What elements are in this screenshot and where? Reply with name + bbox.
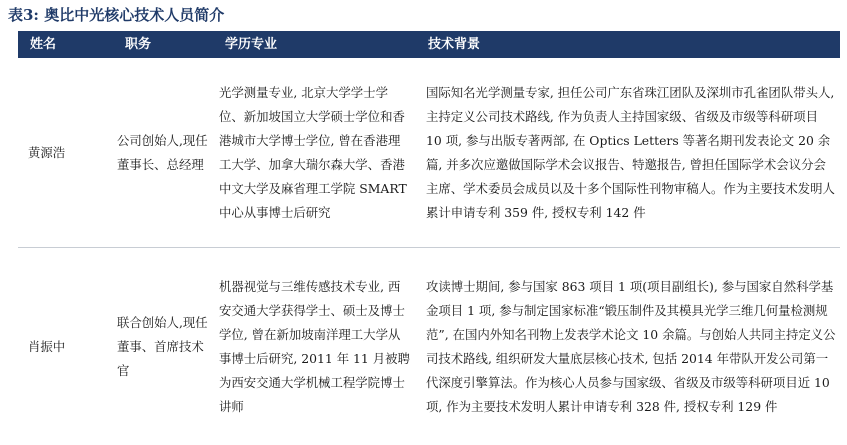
table-header: [18, 31, 840, 58]
table-row: [18, 58, 840, 248]
cell-education: 光学测量专业, 北京大学学士学位、新加坡国立大学硕士学位和香港城市大学博士学位, 曾在香港理工大学、加拿大瑞尔森大学、香港中文大学及麻省理工学院 SMART 中心从事博士后研究: [219, 84, 407, 220]
header-education: 学历专业: [225, 37, 278, 52]
cell-education: 机器视觉与三维传感技术专业, 西安交通大学获得学士、硕士及博士学位, 曾在新加坡南洋理工大学从事博士后研究, 2011 年 11 月被聘为西安交通大学机械工程学院博士讲师: [219, 278, 410, 414]
header-background: 技术背景: [428, 37, 481, 52]
cell-background: 攻读博士期间, 参与国家 863 项目 1 项(项目副组长), 参与国家自然科学基金项目 1 项, 参与制定国家标准“锻压制件及其模具光学三维几何量检测规范”, 在国内外知名刊物上发表学术论文 10 余篇。与创始人共同主持定义公司技术路线, 组织研发大量底层核心技术, 包括 2014 年带队开发公司第一代深度引擎算法。作为核心人员参与国家级、省级及市级等科研项目近 10 项, 作为主要技术发明人累计申请专利 328 件, 授权专利 129 件: [426, 278, 836, 414]
header-name: 姓名: [30, 37, 57, 52]
core-staff-table: [18, 31, 840, 445]
cell-position: 联合创始人,现任董事、首席技术官: [117, 314, 208, 378]
cell-name: 肖振中: [28, 338, 66, 354]
cell-name: 黄源浩: [28, 144, 66, 160]
header-position: 职务: [125, 37, 152, 52]
table-title: 表3: 奥比中光核心技术人员简介: [8, 6, 225, 24]
cell-position: 公司创始人,现任董事长、总经理: [117, 132, 208, 172]
cell-background: 国际知名光学测量专家, 担任公司广东省珠江团队及深圳市孔雀团队带头人, 主持定义公司技术路线, 作为负责人主持国家级、省级及市级等科研项目 10 项, 参与出版专著两部, 在 Optics Letters 等著名期刊发表论文 20 余篇, 并多次应邀做国际学术会议报告、特邀报告, 曾担任国际学术会议分会主席、学术委员会成员以及十多个国际性刊物审稿人。作为主要技术发明人累计申请专利 359 件, 授权专利 142 件: [426, 84, 835, 220]
table-row: [18, 248, 840, 445]
